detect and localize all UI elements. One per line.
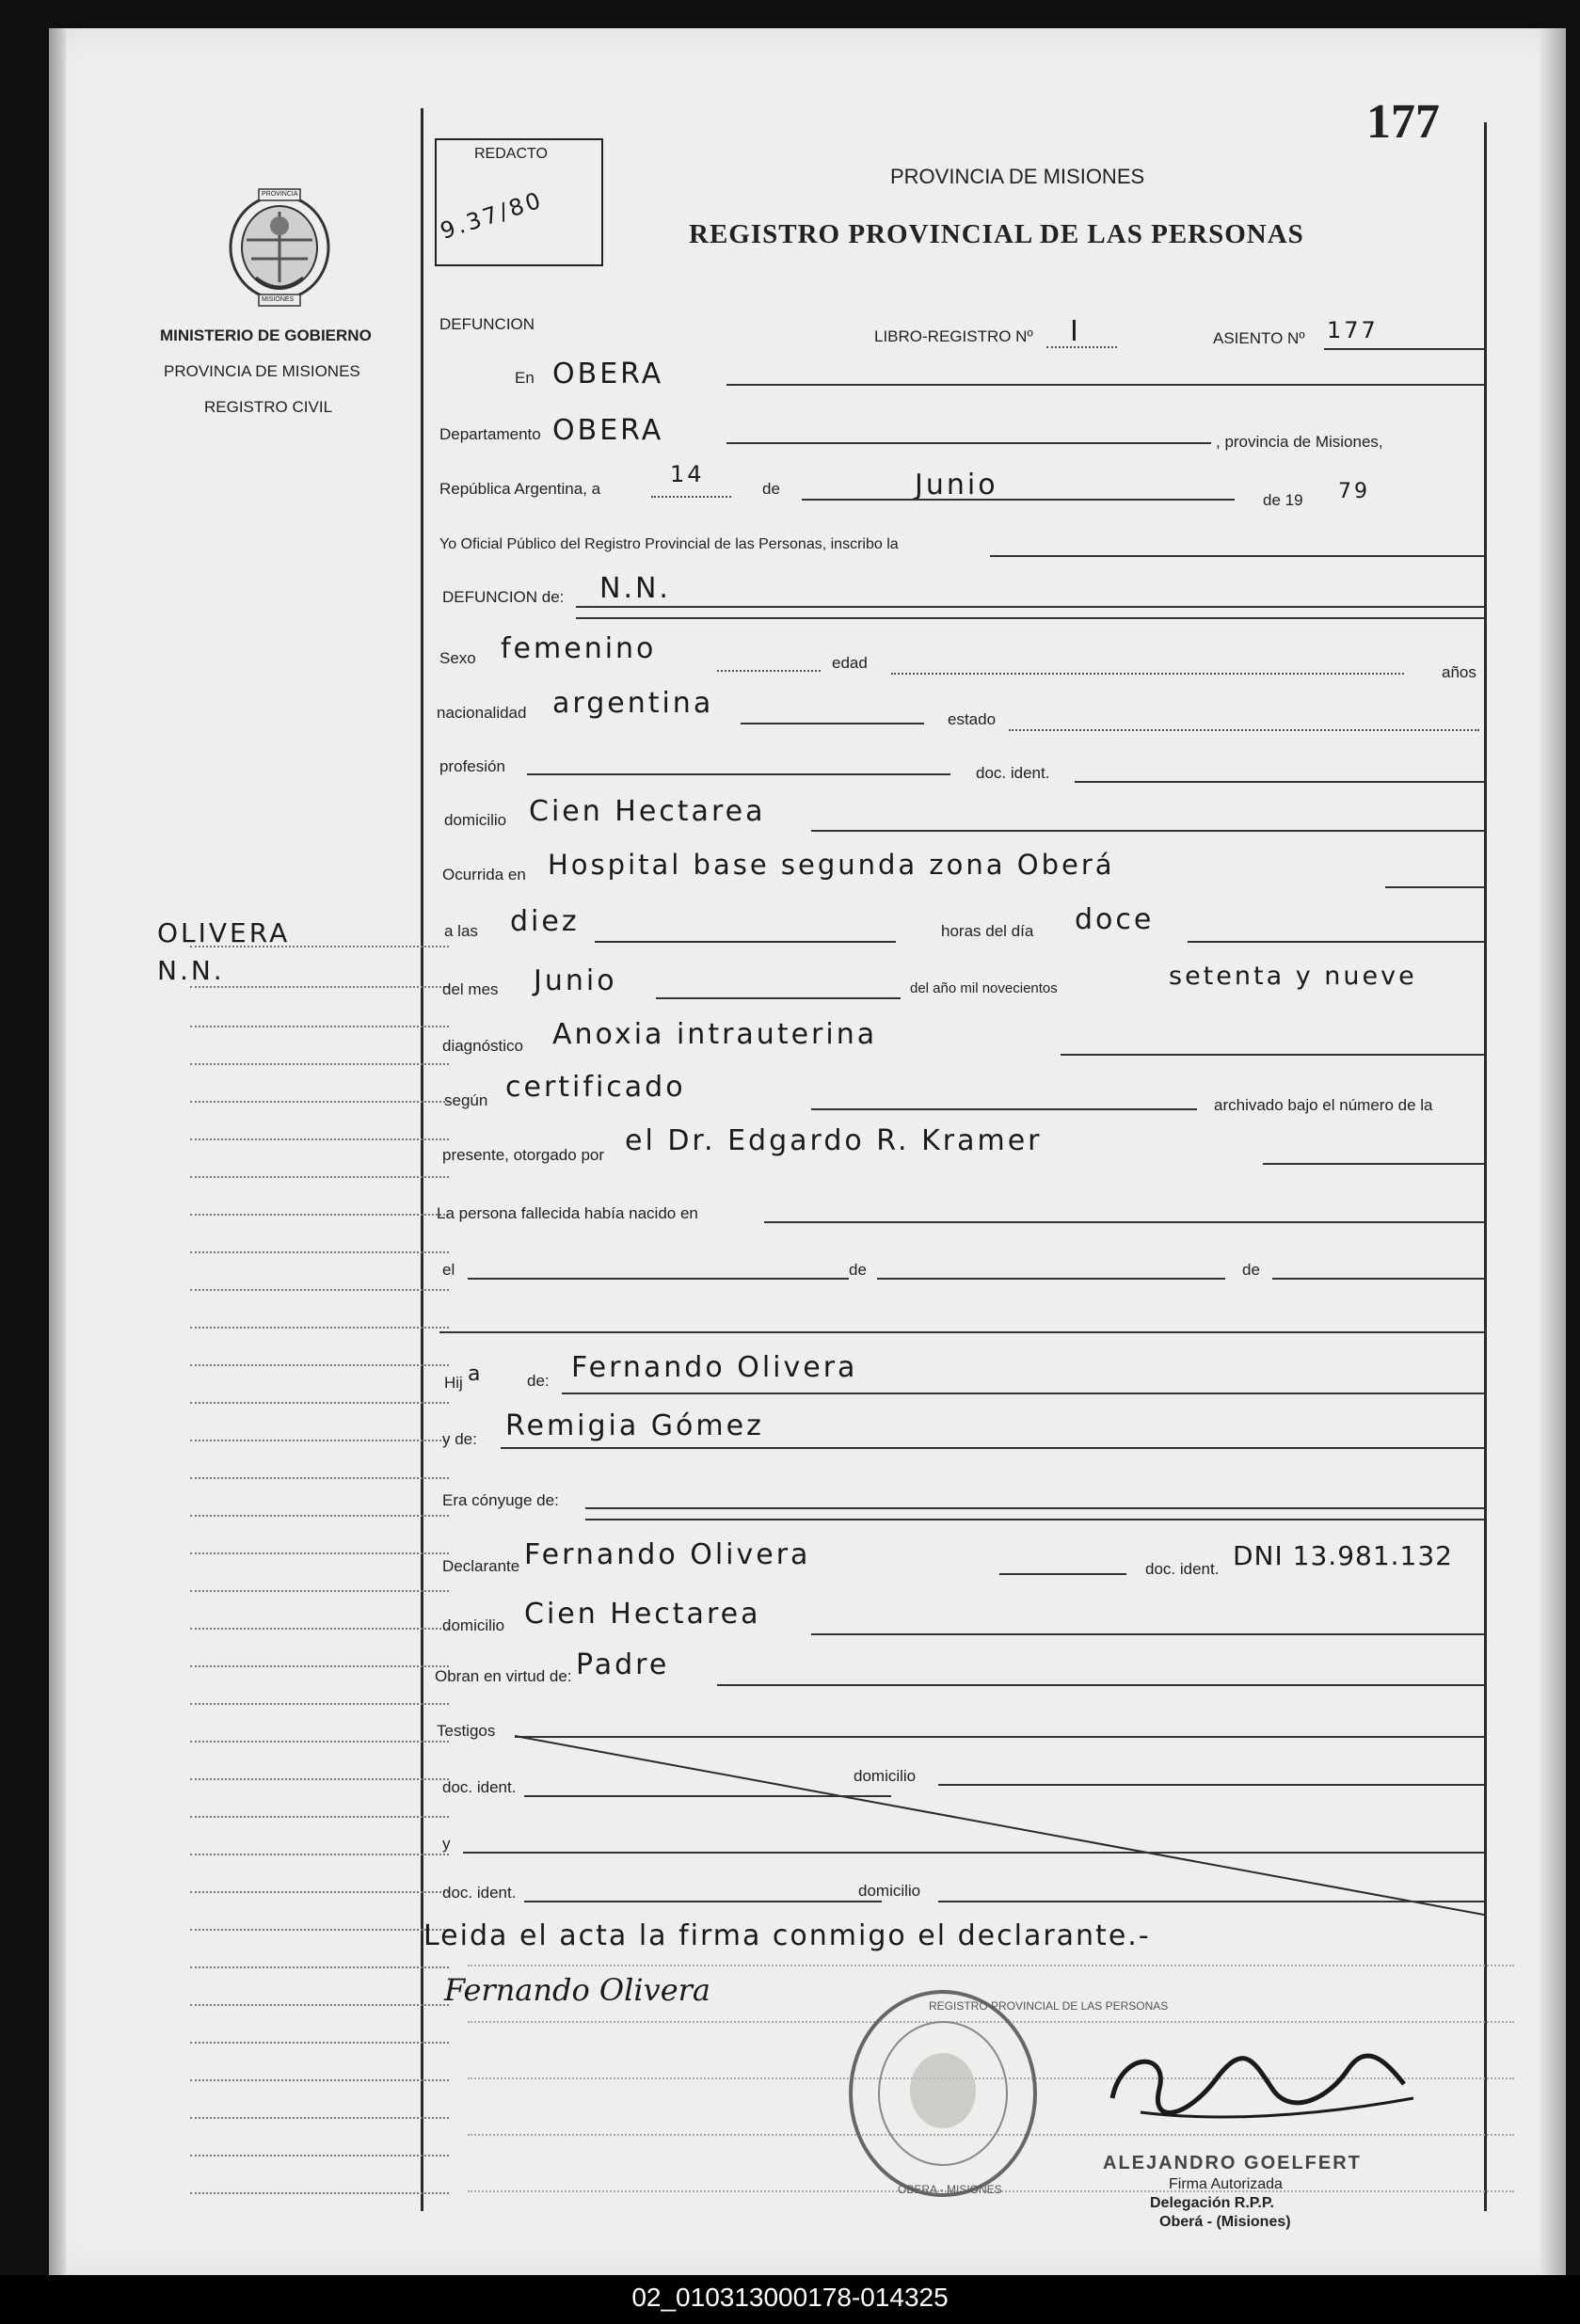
declarante-value: Fernando Olivera bbox=[524, 1538, 811, 1571]
redacto-initials: 9.37/80 bbox=[437, 186, 547, 245]
de-label: de bbox=[762, 480, 780, 498]
yo-oficial-text: Yo Oficial Público del Registro Provincial de las Personas, inscribo la bbox=[439, 536, 899, 552]
padre-value: Fernando Olivera bbox=[571, 1351, 858, 1384]
departamento-value: OBERA bbox=[552, 414, 664, 447]
a-las-value: diez bbox=[510, 905, 580, 938]
en-value: OBERA bbox=[552, 358, 664, 390]
anio-mil-value: setenta y nueve bbox=[1169, 962, 1417, 991]
de2-label: de bbox=[849, 1261, 867, 1279]
asiento-value: 177 bbox=[1327, 317, 1379, 343]
official-signature bbox=[1103, 2032, 1423, 2145]
registry-title: REGISTRO PROVINCIAL DE LAS PERSONAS bbox=[689, 219, 1304, 249]
asiento-label: ASIENTO Nº bbox=[1213, 329, 1305, 347]
stamp-bottom-text: OBERA - MISIONES bbox=[898, 2183, 1002, 2196]
domicilio-label: domicilio bbox=[444, 811, 507, 829]
decl-domicilio-label: domicilio bbox=[442, 1616, 505, 1634]
estado-label: estado bbox=[948, 710, 997, 728]
horas-value: doce bbox=[1075, 903, 1155, 936]
sexo-label: Sexo bbox=[439, 649, 476, 667]
anio-value: 79 bbox=[1338, 480, 1370, 503]
provincia-label: , provincia de Misiones, bbox=[1216, 433, 1383, 451]
anio-mil-label: del año mil novecientos bbox=[910, 980, 1058, 996]
redacto-box bbox=[435, 138, 603, 266]
dia-value: 14 bbox=[670, 461, 705, 487]
sexo-value: femenino bbox=[501, 632, 657, 665]
segun-value: certificado bbox=[505, 1071, 686, 1104]
testigos-label: Testigos bbox=[437, 1722, 496, 1740]
obran-value: Padre bbox=[576, 1648, 670, 1681]
el-label: el bbox=[442, 1261, 455, 1279]
margin-surname: OLIVERA bbox=[157, 917, 291, 948]
dom1-label: domicilio bbox=[854, 1767, 917, 1785]
province-header: PROVINCIA DE MISIONES bbox=[890, 165, 1145, 188]
stamp-text: REGISTRO PROVINCIAL DE LAS PERSONAS bbox=[929, 1999, 1169, 2013]
page-edge bbox=[1540, 28, 1566, 2277]
domicilio-value: Cien Hectarea bbox=[529, 795, 766, 828]
nacido-label: La persona fallecida había nacido en bbox=[437, 1204, 698, 1222]
republica-label: República Argentina, a bbox=[439, 480, 601, 498]
defuncion-de-label: DEFUNCION de: bbox=[442, 588, 565, 606]
del-mes-value: Junio bbox=[534, 964, 617, 997]
hij-suffix: a bbox=[468, 1362, 484, 1386]
ocurrida-label: Ocurrida en bbox=[442, 866, 526, 883]
declarant-signature: Fernando Olivera bbox=[444, 1972, 710, 2008]
doc-ident-label: doc. ident. bbox=[976, 764, 1050, 782]
hij-de-label: de: bbox=[527, 1372, 550, 1390]
declarante-label: Declarante bbox=[442, 1557, 520, 1575]
anio-label: de 19 bbox=[1263, 491, 1303, 509]
libro-label: LIBRO-REGISTRO Nº bbox=[874, 327, 1033, 345]
nacionalidad-label: nacionalidad bbox=[437, 704, 527, 722]
doc2-label: doc. ident. bbox=[442, 1884, 517, 1902]
official-name: ALEJANDRO GOELFERT bbox=[1103, 2153, 1362, 2173]
crest-bottom-text: MISIONES bbox=[262, 296, 295, 303]
crest-top-text: PROVINCIA bbox=[262, 191, 298, 198]
province-label: PROVINCIA DE MISIONES bbox=[164, 362, 360, 380]
document-page bbox=[49, 28, 1566, 2277]
hij-label: Hij bbox=[444, 1374, 463, 1392]
a-las-label: a las bbox=[444, 922, 478, 940]
del-mes-label: del mes bbox=[442, 980, 499, 998]
footer-bar bbox=[0, 2275, 1580, 2324]
document-id: 02_010313000178-014325 bbox=[631, 2283, 949, 2312]
defuncion-de-value: N.N. bbox=[599, 572, 671, 605]
presente-value: el Dr. Edgardo R. Kramer bbox=[625, 1124, 1043, 1157]
diagnostico-label: diagnóstico bbox=[442, 1037, 524, 1055]
departamento-label: Departamento bbox=[439, 425, 541, 443]
doc1-label: doc. ident. bbox=[442, 1778, 517, 1796]
y-de-label: y de: bbox=[442, 1430, 477, 1448]
leida-text: Leida el acta la firma conmigo el declarante.- bbox=[423, 1919, 1151, 1952]
obran-label: Obran en virtud de: bbox=[435, 1667, 572, 1685]
profesion-label: profesión bbox=[439, 757, 505, 775]
civil-registry-label: REGISTRO CIVIL bbox=[204, 398, 333, 416]
edad-label: edad bbox=[832, 654, 868, 672]
binding-gutter bbox=[49, 28, 66, 2277]
dom2-label: domicilio bbox=[858, 1882, 921, 1900]
defuncion-type-label: DEFUNCION bbox=[439, 315, 535, 333]
redacto-label: REDACTO bbox=[474, 146, 548, 162]
archivado-label: archivado bajo el número de la bbox=[1214, 1096, 1433, 1114]
presente-label: presente, otorgado por bbox=[442, 1146, 605, 1164]
official-title: Firma Autorizada bbox=[1169, 2176, 1283, 2192]
decl-domicilio-value: Cien Hectarea bbox=[524, 1598, 761, 1631]
decl-doc-value: DNI 13.981.132 bbox=[1233, 1540, 1453, 1571]
horas-label: horas del día bbox=[941, 922, 1034, 940]
madre-value: Remigia Gómez bbox=[505, 1409, 764, 1442]
mes-value: Junio bbox=[915, 469, 998, 501]
margin-name: N.N. bbox=[157, 955, 225, 986]
provincial-crest-icon bbox=[223, 183, 336, 315]
ocurrida-value: Hospital base segunda zona Oberá bbox=[548, 849, 1115, 881]
registry-stamp-icon bbox=[844, 1985, 1042, 2202]
official-location: Oberá - (Misiones) bbox=[1159, 2214, 1291, 2230]
en-label: En bbox=[515, 369, 535, 387]
diagnostico-value: Anoxia intrauterina bbox=[552, 1018, 878, 1051]
anos-label: años bbox=[1442, 663, 1476, 681]
decl-doc-label: doc. ident. bbox=[1145, 1560, 1220, 1578]
y-label: y bbox=[442, 1835, 451, 1853]
conyuge-label: Era cónyuge de: bbox=[442, 1491, 559, 1509]
form-left-rule bbox=[421, 108, 423, 2211]
libro-value: I bbox=[1070, 315, 1081, 348]
de3-label: de bbox=[1242, 1261, 1260, 1279]
testigos-strike-line bbox=[515, 1731, 1484, 1919]
form-right-rule bbox=[1484, 122, 1487, 2211]
page-number: 177 bbox=[1366, 95, 1440, 149]
official-delegation: Delegación R.P.P. bbox=[1150, 2195, 1274, 2211]
nacionalidad-value: argentina bbox=[552, 687, 714, 720]
segun-label: según bbox=[444, 1091, 488, 1109]
ministry-label: MINISTERIO DE GOBIERNO bbox=[160, 326, 372, 344]
